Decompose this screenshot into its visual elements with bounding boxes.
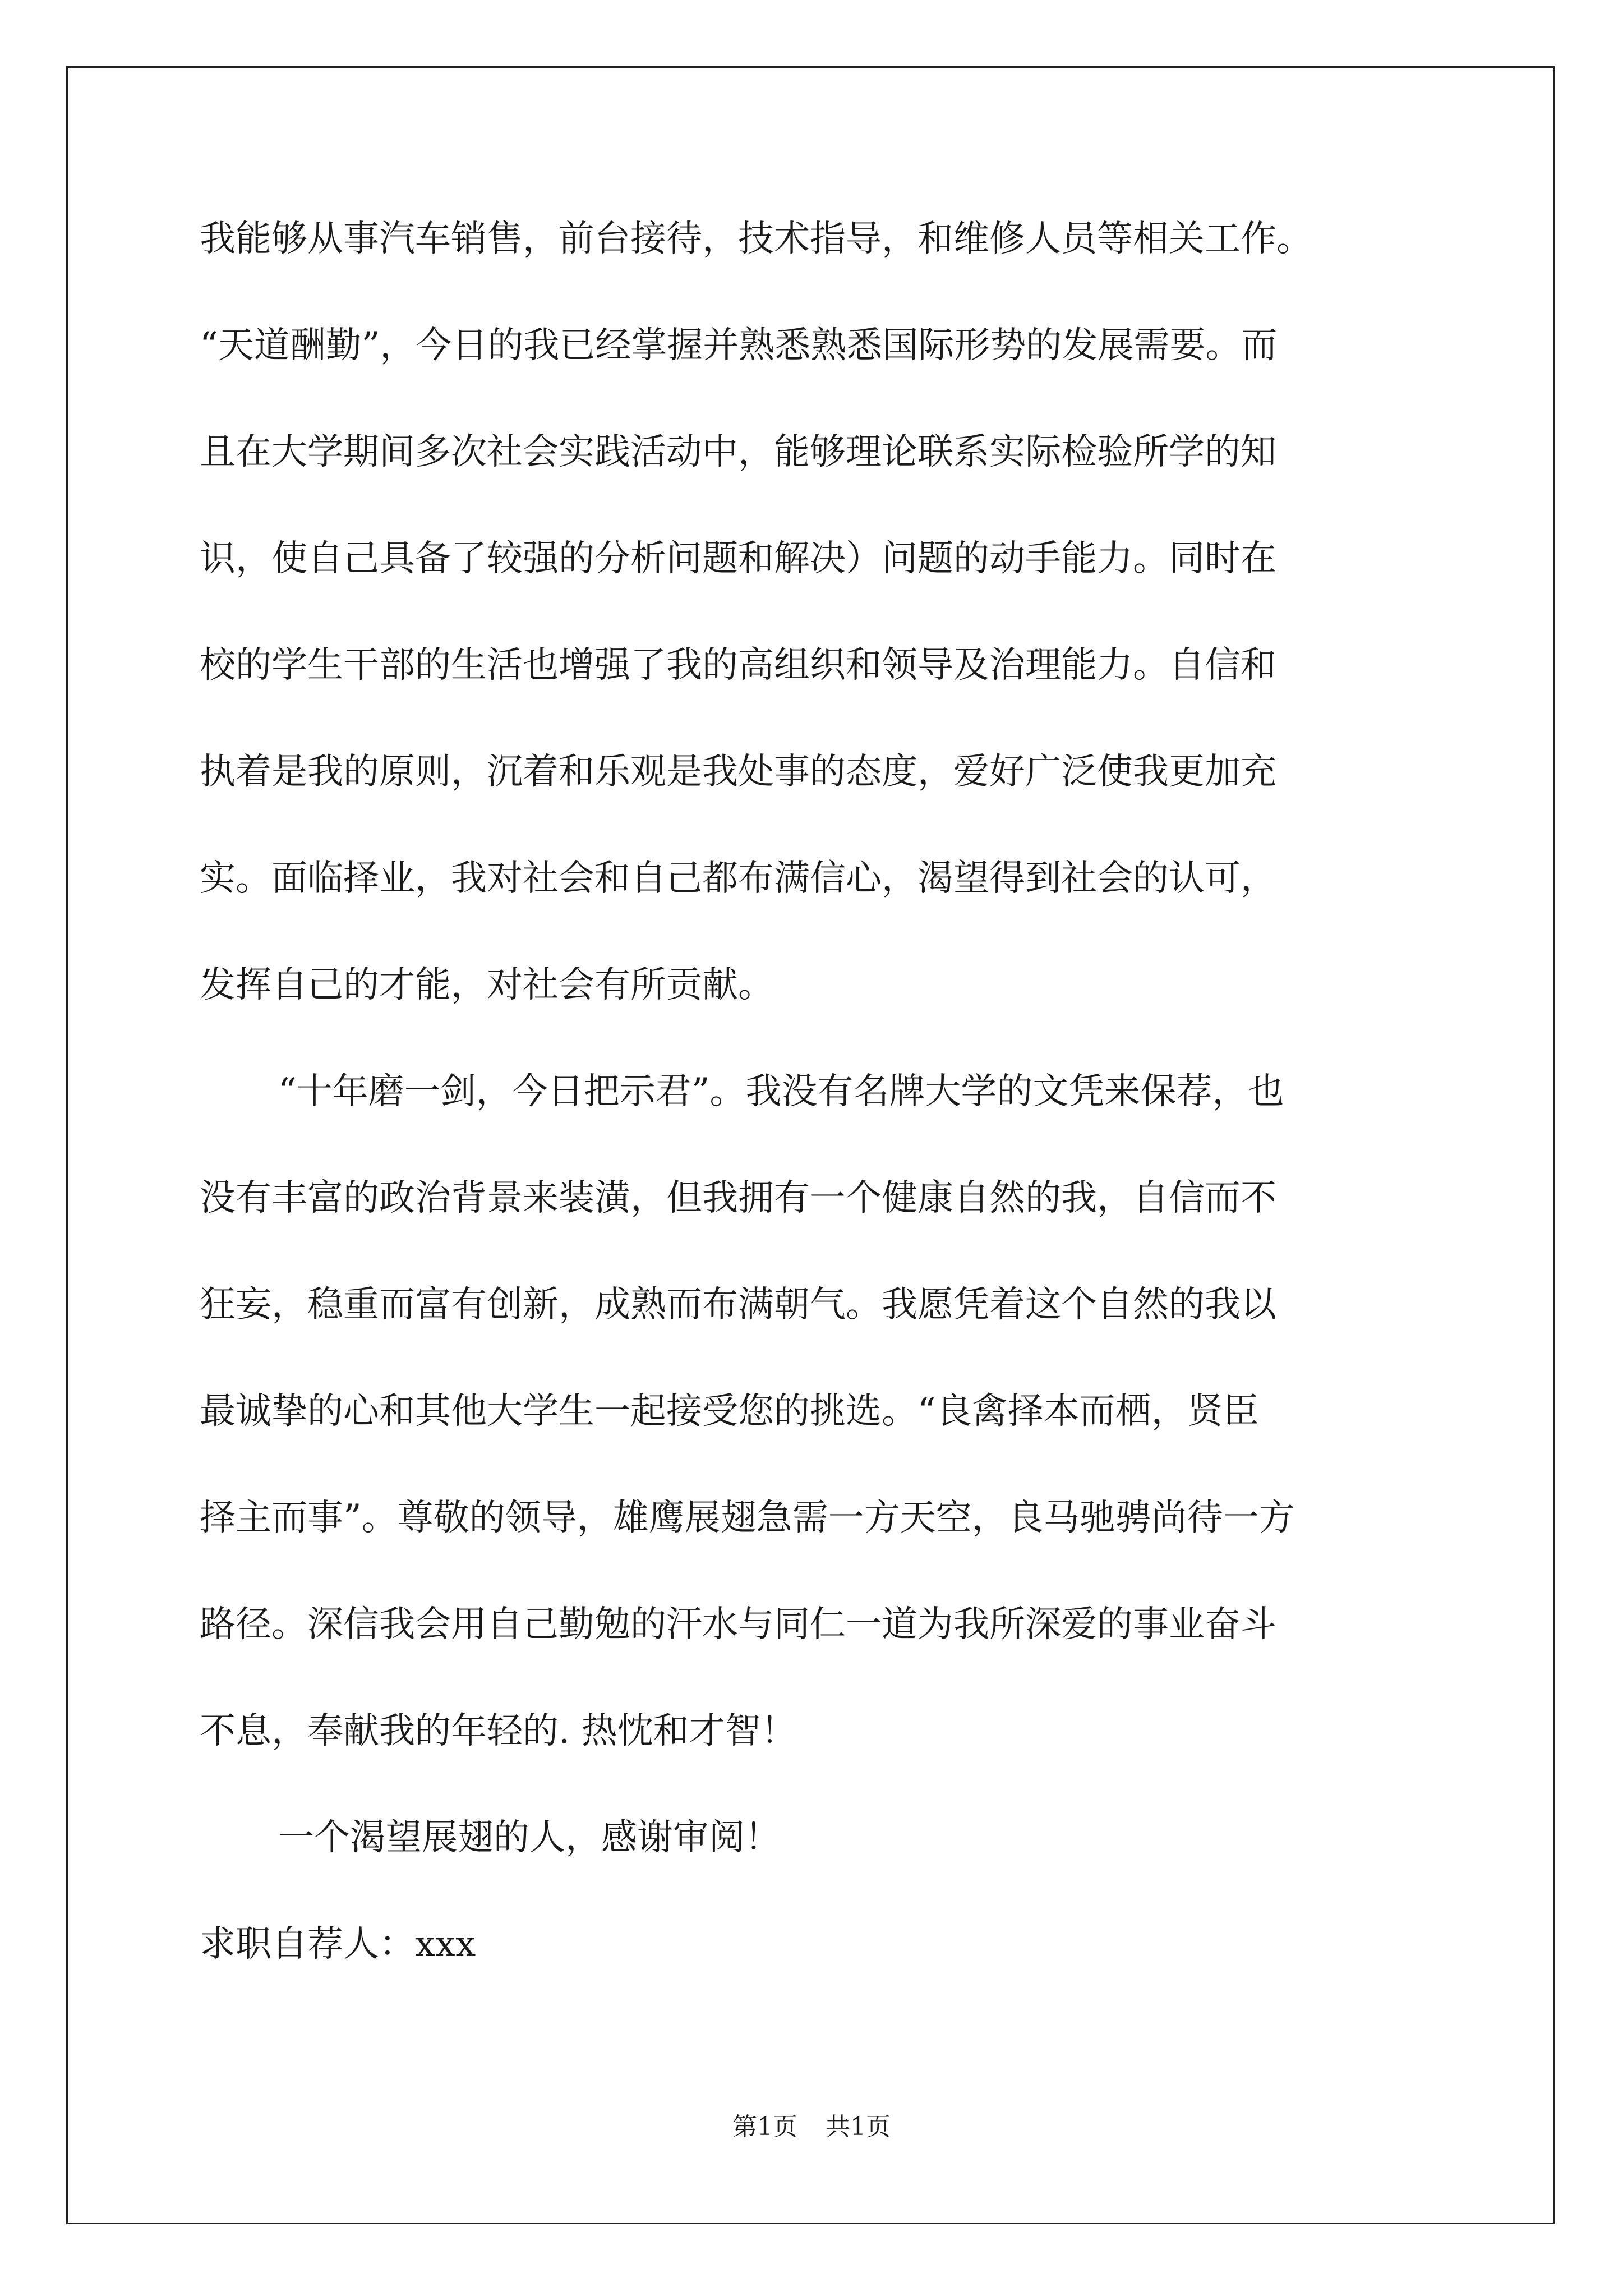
closing-line: 一个渴望展翅的人，感谢审阅！ [278, 1817, 781, 1858]
page-number: 第1页 [732, 2113, 797, 2141]
text-line: 不息，奉献我的年轻的. 热忱和才智！ [200, 1710, 797, 1752]
page-total: 共1页 [826, 2113, 891, 2141]
text-line: 实。面临择业，我对社会和自己都布满信心，渴望得到社会的认可， [200, 858, 1276, 899]
signature-line: 求职自荐人：xxx [200, 1924, 476, 1965]
page-footer [0, 2115, 1623, 2139]
text-line: 择主而事”。尊敬的领导，雄鹰展翅急需一方天空，良马驰骋尚待一方 [200, 1497, 1295, 1539]
text-line: 执着是我的原则，沉着和乐观是我处事的态度，爱好广泛使我更加充 [200, 751, 1276, 793]
text-line: 最诚挚的心和其他大学生一起接受您的挑选。“良禽择本而栖，贤臣 [200, 1391, 1259, 1432]
paragraph-first-line: “十年磨一剑，今日把示君”。我没有名牌大学的文凭来保荐，也 [278, 1071, 1284, 1112]
text-line: “天道酬勤”，今日的我已经掌握并熟悉熟悉国际形势的发展需要。而 [200, 325, 1278, 366]
page-border [66, 66, 1555, 2224]
text-line: 且在大学期间多次社会实践活动中，能够理论联系实际检验所学的知 [200, 431, 1276, 473]
text-line: 狂妄，稳重而富有创新，成熟而布满朝气。我愿凭着这个自然的我以 [200, 1284, 1276, 1326]
text-line: 我能够从事汽车销售，前台接待，技术指导，和维修人员等相关工作。 [200, 218, 1312, 260]
text-line: 发挥自己的才能，对社会有所贡献。 [200, 964, 774, 1006]
text-line: 识，使自己具备了较强的分析问题和解决）问题的动手能力。同时在 [200, 538, 1276, 579]
text-line: 没有丰富的政治背景来装潢，但我拥有一个健康自然的我，自信而不 [200, 1177, 1276, 1219]
text-line: 校的学生干部的生活也增强了我的高组织和领导及治理能力。自信和 [200, 645, 1276, 686]
text-line: 路径。深信我会用自己勤勉的汗水与同仁一道为我所深爱的事业奋斗 [200, 1604, 1276, 1645]
